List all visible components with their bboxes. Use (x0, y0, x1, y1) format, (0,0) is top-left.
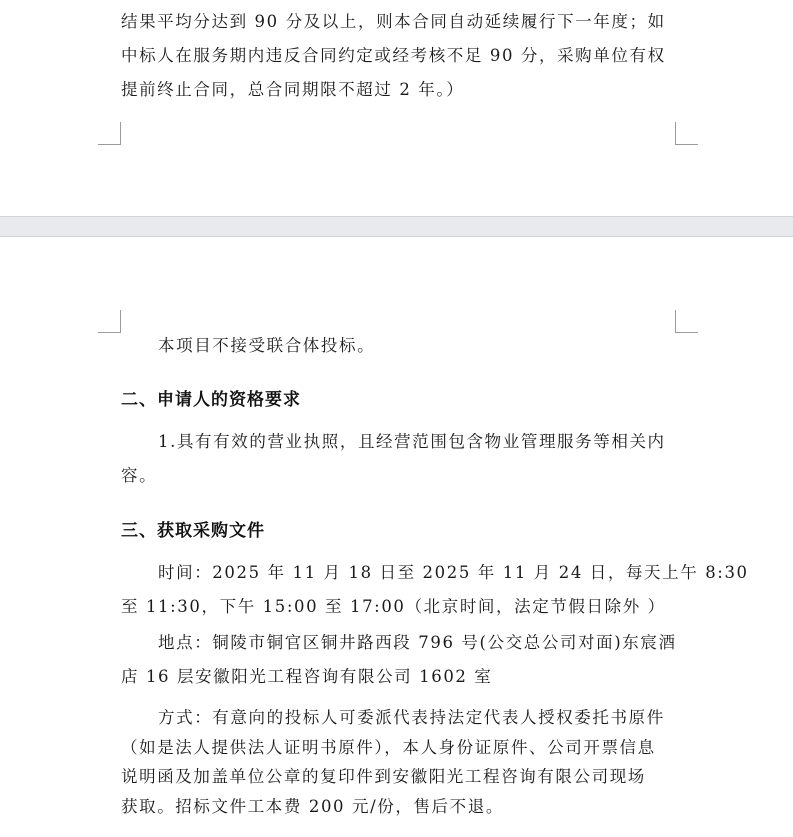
margin-corner-mark (675, 310, 698, 333)
margin-corner-mark (98, 310, 121, 333)
time-paragraph (121, 556, 749, 624)
text-line: （如是法人提供法人证明书原件），本人身份证原件、公司开票信息 (121, 737, 656, 757)
method-paragraph (121, 703, 681, 821)
text-line: 本项目不接受联合体投标。 (158, 336, 376, 355)
text-line: 地点：铜陵市铜官区铜井路西段 796 号(公交总公司对面)东宸酒 (158, 633, 677, 652)
text-line: 提前终止合同，总合同期限不超过 2 年。） (121, 80, 465, 99)
page-2 (0, 236, 793, 837)
margin-corner-mark (98, 122, 121, 145)
margin-corner-mark (675, 122, 698, 145)
joint-bid-notice (121, 333, 718, 359)
text-line: 方式：有意向的投标人可委派代表持法定代表人授权委托书原件 (158, 708, 665, 727)
text-line: 1.具有有效的营业执照，且经营范围包含物业管理服务等相关内 (158, 432, 666, 451)
place-paragraph (121, 626, 681, 694)
text-line: 结果平均分达到 90 分及以上，则本合同自动延续履行下一年度；如 (121, 12, 666, 31)
text-line: 说明函及加盖单位公章的复印件到安徽阳光工程咨询有限公司现场 (121, 767, 646, 786)
contract-term-paragraph (121, 5, 676, 107)
section-heading-obtain-documents: 三、获取采购文件 (121, 521, 265, 541)
page-1 (0, 0, 793, 217)
text-line: 获取。招标文件工本费 200 元/份，售后不退。 (121, 796, 504, 816)
text-line: 容。 (121, 466, 158, 485)
qualification-paragraph (121, 425, 681, 493)
text-line: 时间：2025 年 11 月 18 日至 2025 年 11 月 24 日，每天上午 8:30 (158, 563, 749, 582)
text-line: 至 11:30，下午 15:00 至 17:00（北京时间，法定节假日除外 ） (121, 597, 666, 616)
text-line: 中标人在服务期内违反合同约定或经考核不足 90 分，采购单位有权 (121, 46, 666, 65)
section-heading-qualifications: 二、申请人的资格要求 (121, 390, 301, 410)
text-line: 店 16 层安徽阳光工程咨询有限公司 1602 室 (121, 667, 493, 686)
